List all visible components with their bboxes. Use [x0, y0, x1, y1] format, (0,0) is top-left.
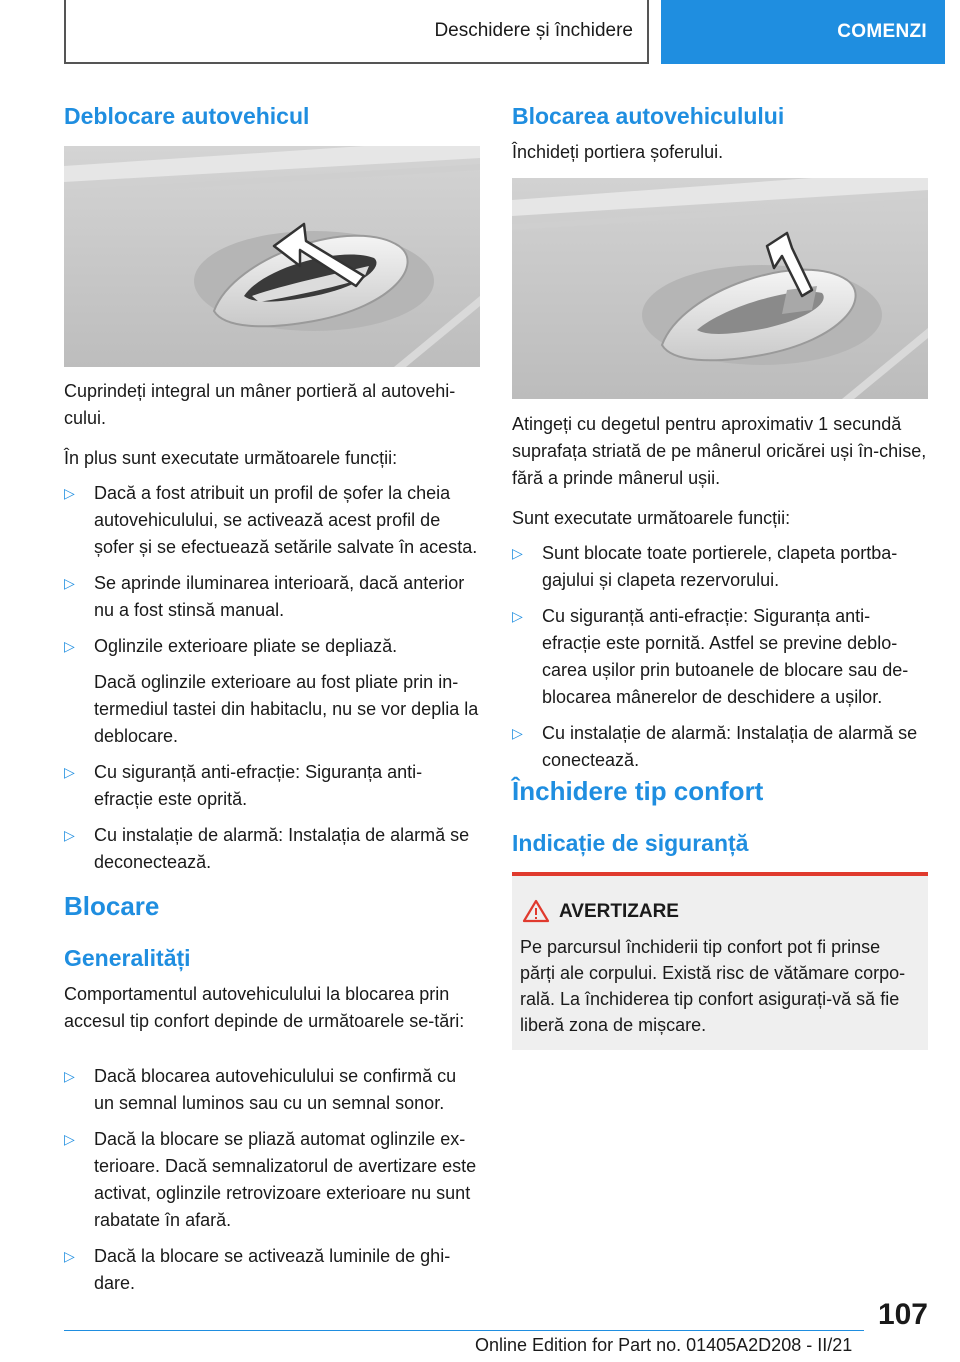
unlock-paragraph: Cuprindeți integral un mâner portieră al autovehi-cului.: [64, 381, 456, 428]
list-item: ▷ Cu siguranță anti-efracție: Siguranța anti-efracție este pornită. Astfel se previne deblo-carea ușilor prin butoanele de blocare sau de-blocarea mânerelor de deschidere a ușilor.: [512, 603, 928, 711]
lock-vehicle-heading: Blocarea autovehiculului: [512, 103, 785, 129]
comfort-close-heading: Închidere tip confort: [512, 776, 764, 806]
triangle-bullet-icon: ▷: [64, 764, 75, 780]
header-chapter-label: COMENZI: [837, 21, 927, 42]
triangle-bullet-icon: ▷: [64, 485, 75, 501]
triangle-bullet-icon: ▷: [64, 1131, 75, 1147]
unlock-intro: În plus sunt executate următoarele funcții:: [64, 448, 398, 468]
header-chapter-tab: [661, 0, 945, 64]
lock-vehicle-intro: Închideți portiera șoferului.: [512, 142, 724, 162]
lock-vehicle-list: [512, 540, 928, 774]
triangle-bullet-icon: ▷: [64, 1068, 75, 1084]
lock-vehicle-paragraph: Atingeți cu degetul pentru aproximativ 1 secundă suprafața striată de pe mânerul oricărei uși în-chise, fără a prinde mânerul ușii.: [512, 414, 927, 488]
door-handle-illustration: [512, 178, 928, 399]
door-handle-unlock-image: [64, 146, 480, 367]
triangle-bullet-icon: ▷: [64, 1248, 75, 1264]
footer-divider: [64, 1330, 864, 1331]
list-item-note: Dacă oglinzile exterioare au fost pliate prin in-termediul tastei din habitaclu, nu se vor deplia la deblocare.: [94, 672, 479, 746]
triangle-bullet-icon: ▷: [64, 638, 75, 654]
unlock-list: [64, 480, 480, 876]
general-list: [64, 1063, 480, 1297]
general-paragraph: Comportamentul autovehiculului la blocarea prin accesul tip confort depinde de următoarele se-tări:: [64, 984, 465, 1031]
list-item: ▷ Dacă la blocare se activează luminile de ghi-dare.: [64, 1243, 480, 1297]
list-item: ▷ Dacă blocarea autovehiculului se confirmă cu un semnal luminos sau cu un semnal sonor.: [64, 1063, 480, 1117]
unlock-heading: Deblocare autovehicul: [64, 103, 310, 129]
triangle-bullet-icon: ▷: [512, 608, 523, 624]
header-section-label: Deschidere și închidere: [434, 20, 633, 41]
safety-note-heading: Indicație de siguranță: [512, 830, 749, 856]
warning-triangle-icon: [522, 899, 550, 928]
door-handle-lock-image: [512, 178, 928, 399]
triangle-bullet-icon: ▷: [512, 725, 523, 741]
list-item: ▷ Dacă la blocare se pliază automat oglinzile ex-terioare. Dacă semnalizatorul de avertizare este activat, oglinzile retrovizoare exterioare nu sunt rabatate în afară.: [64, 1126, 480, 1234]
triangle-bullet-icon: ▷: [64, 575, 75, 591]
list-item: ▷ Oglinzile exterioare pliate se depliază. Dacă oglinzile exterioare au fost pliate prin in-termediul tastei din habitaclu, nu se vor deplia la deblocare.: [64, 633, 480, 750]
list-item: ▷ Cu instalație de alarmă: Instalația de alarmă se deconectează.: [64, 822, 480, 876]
list-item: ▷ Sunt blocate toate portierele, clapeta portba-gajului și clapeta rezervorului.: [512, 540, 928, 594]
list-item: ▷ Se aprinde iluminarea interioară, dacă anterior nu a fost stinsă manual.: [64, 570, 480, 624]
page-number: 107: [877, 1298, 928, 1331]
door-handle-illustration: [64, 146, 480, 367]
triangle-bullet-icon: ▷: [512, 545, 523, 561]
footer-edition: Online Edition for Part no. 01405A2D208 - II/21: [475, 1335, 853, 1355]
triangle-bullet-icon: ▷: [64, 827, 75, 843]
header-section-tab: [64, 0, 649, 64]
warning-label: AVERTIZARE: [559, 901, 679, 922]
list-item: ▷ Cu instalație de alarmă: Instalația de alarmă se conectează.: [512, 720, 928, 774]
warning-box: [512, 872, 928, 1050]
warning-text: Pe parcursul închiderii tip confort pot fi prinse părți ale corpului. Există risc de vătămare corpo-rală. La închiderea tip confort asigurați-vă să fie liberă zona de mișcare.: [520, 937, 906, 1035]
lock-vehicle-intro2: Sunt executate următoarele funcții:: [512, 508, 791, 528]
general-heading: Generalități: [64, 945, 191, 971]
lock-heading: Blocare: [64, 891, 160, 921]
list-item: ▷ Cu siguranță anti-efracție: Siguranța anti-efracție este oprită.: [64, 759, 480, 813]
list-item: ▷ Dacă a fost atribuit un profil de șofer la cheia autovehiculului, se activează acest profil de șofer și se efectuează setările salvate în acesta.: [64, 480, 480, 561]
